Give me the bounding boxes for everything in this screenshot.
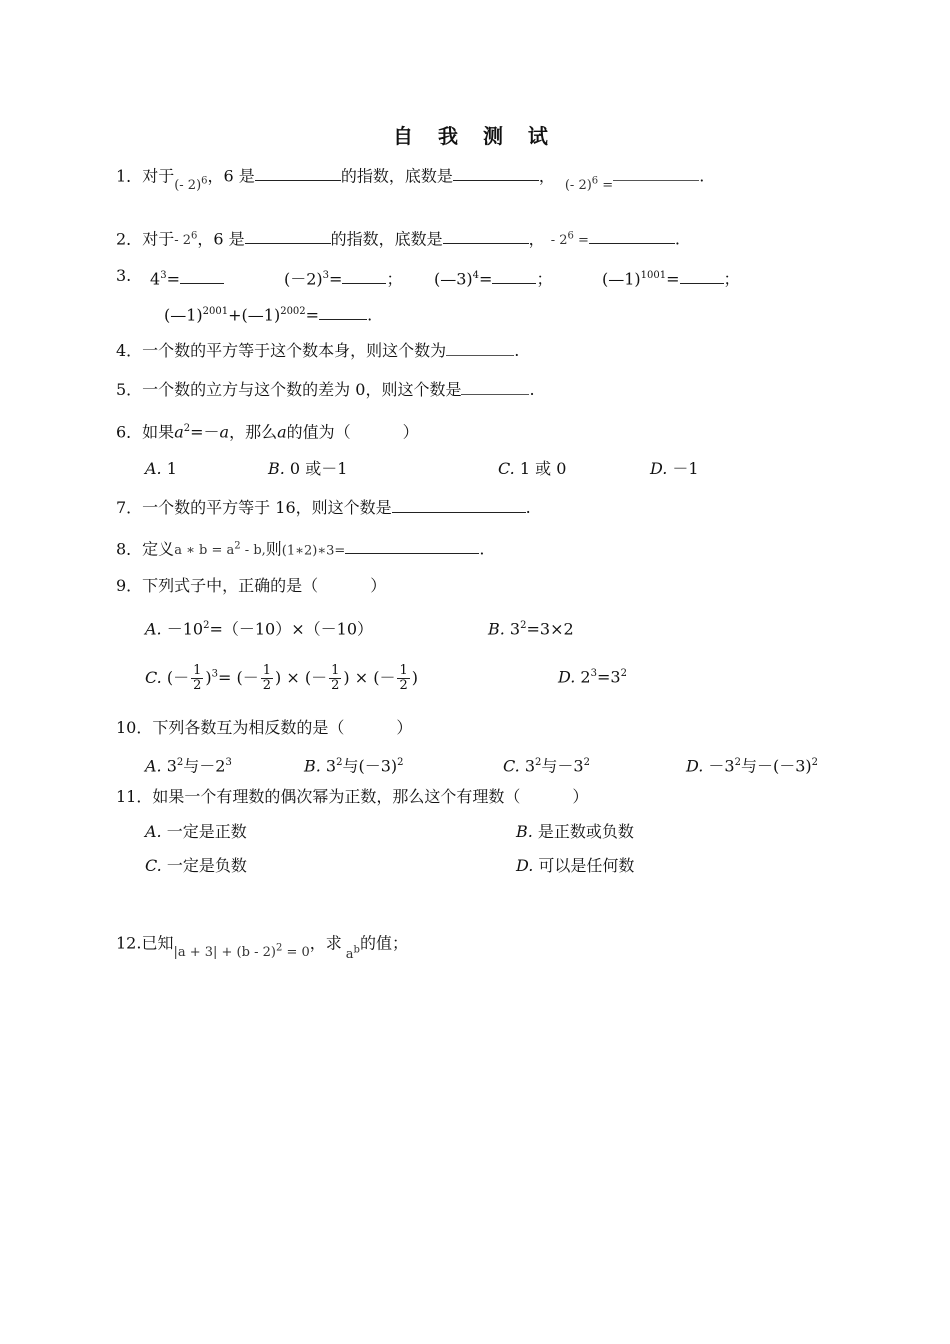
q6-option-d[interactable]: D. －1 — [650, 459, 699, 478]
q1-text-a: 对于 — [142, 166, 175, 186]
q10-option-c[interactable]: C. $3^2$与$-3^2$ — [503, 756, 590, 776]
q1-blank-value[interactable] — [613, 166, 699, 181]
q4-text: 4．一个数的平方等于这个数本身，则这个数为 — [116, 341, 447, 360]
q10-option-b[interactable]: B. $3^2$与$(-3)^2$ — [304, 756, 404, 776]
q8-blank[interactable] — [345, 539, 479, 554]
q3-part-2: $(-2)^3=$ ； — [284, 269, 403, 289]
q9-option-a[interactable]: A. $-10^2=(-10)\times(-10)$ — [145, 619, 374, 639]
q2-text-b: ，6 是 — [197, 229, 245, 249]
q1-expression: (- 2)6 — [174, 176, 208, 194]
q9-option-b[interactable]: B. $3^2=3\times 2$ — [488, 619, 574, 639]
q3-part-4: (—1)$^{1001}$= ； — [602, 269, 740, 289]
q12-condition: |a + 3| + (b - 2)2 = 0 — [173, 943, 310, 961]
q3-part-3: (—3)$^4$= ； — [434, 269, 553, 289]
question-6: 6．如果$a^2=-a$，那么a的值为（ ） — [116, 422, 419, 442]
q1-blank-base[interactable] — [453, 166, 539, 181]
q3-part-1: $4^3=$ — [150, 266, 224, 289]
q3-blank-3[interactable] — [492, 269, 536, 284]
q2-expression: - $2^6$ — [174, 231, 198, 249]
q8-definition: a ∗ $b = a^2 - b$, — [174, 541, 266, 559]
q9-option-d[interactable]: D. $2^3=3^2$ — [558, 667, 627, 687]
q1-blank-exponent[interactable] — [255, 166, 341, 181]
q2-end: . — [674, 229, 680, 249]
question-2 — [116, 227, 680, 251]
q6-option-b[interactable]: B. 0 或－1 — [268, 459, 348, 478]
q10-option-d[interactable]: D. $-3^2$与$-(-3)^2$ — [686, 756, 819, 776]
q1-text-c: 的指数，底数是 — [340, 166, 453, 186]
question-8: 8．定义a ∗ $b = a^2 - b$,则(1∗2)∗3= . — [116, 539, 485, 559]
q9-fraction-2: $\frac{1}{2}$ — [262, 663, 272, 693]
q7-blank[interactable] — [392, 498, 526, 513]
question-3 — [116, 266, 131, 286]
q6-option-c[interactable]: C. 1 或 0 — [498, 459, 567, 478]
question-12: 12.已知$_{|a + 3| + (b - 2)^2 = 0}$，求$_{a^b}$的值； — [116, 933, 408, 963]
q2-text-c: 的指数，底数是 — [330, 229, 443, 249]
q3-blank-2[interactable] — [342, 269, 386, 284]
q11-option-b[interactable]: B. 是正数或负数 — [516, 822, 634, 841]
q9-fraction-3: $\frac{1}{2}$ — [331, 663, 340, 693]
q6-option-a[interactable]: A. 1 — [145, 459, 177, 478]
q2-number: 2． — [116, 229, 143, 249]
q2-blank-base[interactable] — [443, 229, 529, 244]
q3-part-5: (—1)$^{2001}$+(—1)$^{2002}$= . — [164, 305, 373, 325]
q2-text-d: ， — [528, 229, 545, 249]
question-10: 10．下列各数互为相反数的是（ ） — [116, 718, 413, 737]
q2-blank-value[interactable] — [589, 229, 675, 244]
q11-option-d[interactable]: D. 可以是任何数 — [516, 856, 635, 875]
page-title: 自 我 测 试 — [393, 124, 557, 148]
q3-blank-1[interactable] — [180, 269, 224, 284]
q1-text-b: ，6 是 — [207, 166, 255, 186]
q2-expression-2: - $2^6$ = — [550, 231, 589, 249]
question-4: 4．一个数的平方等于这个数本身，则这个数为 . — [116, 341, 520, 360]
q11-option-c[interactable]: C. 一定是负数 — [145, 856, 247, 875]
q7-text: 7．一个数的平方等于 16，则这个数是 — [116, 498, 392, 517]
q10-option-a[interactable]: A. $3^2$与$-2^3$ — [145, 756, 232, 776]
question-5: 5．一个数的立方与这个数的差为 0，则这个数是 . — [116, 380, 535, 399]
question-9: 9．下列式子中，正确的是（ ） — [116, 576, 387, 595]
q1-expression-2: (- 2)6 = — [564, 176, 614, 194]
question-11: 11．如果一个有理数的偶次幂为正数，那么这个有理数（ ） — [116, 787, 589, 806]
q11-option-a[interactable]: A. 一定是正数 — [145, 822, 247, 841]
q5-blank[interactable] — [461, 380, 529, 395]
q9-fraction-4: $\frac{1}{2}$ — [399, 663, 408, 693]
q3-blank-4[interactable] — [680, 269, 724, 284]
q9-fraction-1: $\frac{1}{2}$ — [193, 663, 202, 693]
q1-number: 1． — [116, 166, 143, 186]
q5-text: 5．一个数的立方与这个数的差为 0，则这个数是 — [116, 380, 462, 399]
question-7: 7．一个数的平方等于 16，则这个数是 . — [116, 498, 531, 517]
q12-power: ab — [345, 945, 360, 963]
q2-text-a: 对于 — [142, 229, 175, 249]
q1-end: . — [699, 166, 705, 186]
q3-number: 3. — [116, 266, 132, 285]
question-1 — [116, 164, 705, 194]
q4-blank[interactable] — [446, 341, 514, 356]
q1-text-d: ， — [538, 166, 555, 186]
q9-option-c[interactable]: C. (－ $\frac{1}{2}$ )$^3$= (－ $\frac{1}{2}$ ) × (－ $\frac{1}{2}$ ) × (－ $\frac{1}{2}$ ) — [145, 663, 419, 693]
q8-expression: (1∗2)∗3= — [281, 543, 346, 559]
q3-blank-5[interactable] — [319, 305, 367, 320]
q2-blank-exponent[interactable] — [245, 229, 331, 244]
